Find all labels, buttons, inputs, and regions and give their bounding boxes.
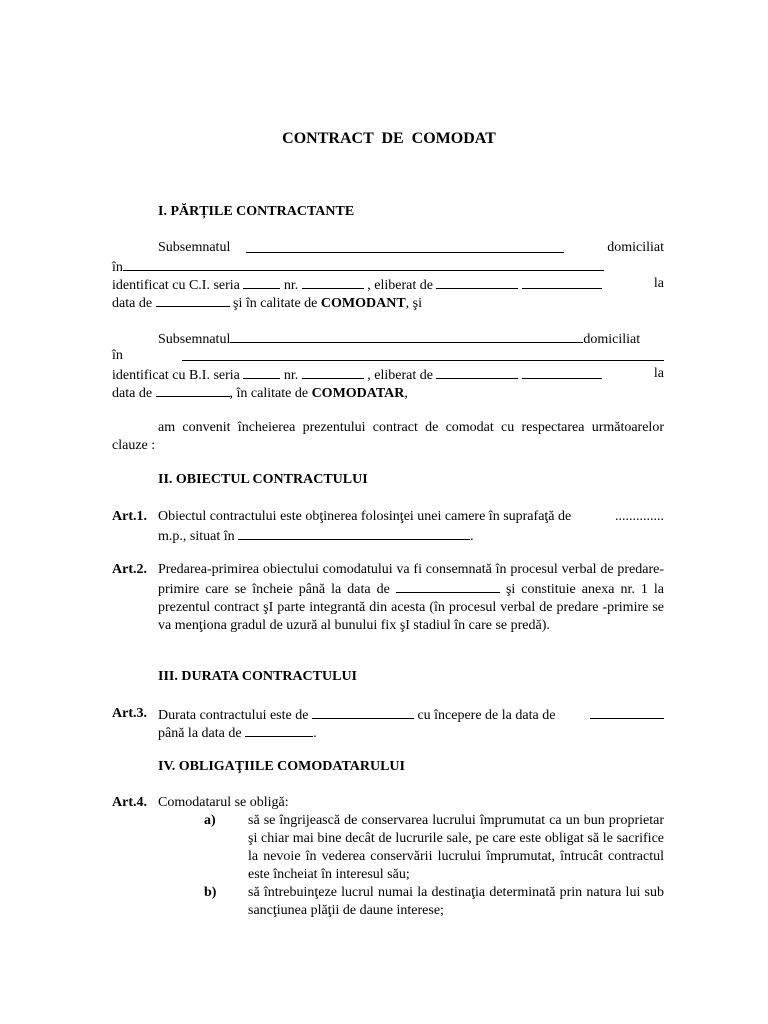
art3-end-date-blank xyxy=(245,723,313,737)
party1-line1 xyxy=(158,239,664,257)
party2-line4 xyxy=(112,383,408,403)
art1-dots: .............. xyxy=(615,509,664,524)
section-heading-parties: I. PĂRȚILE CONTRACTANTE xyxy=(158,204,355,219)
party1-serie-blank xyxy=(243,275,280,289)
art3-line1 xyxy=(158,705,664,725)
party1-domiciliat-label: domiciliat xyxy=(607,240,664,255)
party2-line3 xyxy=(112,365,664,385)
party1-end: , şi xyxy=(405,296,423,311)
art3-period: . xyxy=(313,726,317,741)
art1-line1 xyxy=(158,508,664,526)
art3-text-a: Durata contractului este de xyxy=(158,708,309,723)
party1-issuer-blank-1 xyxy=(436,275,518,289)
party2-address-blank xyxy=(182,347,664,361)
party1-eliberat-label: , eliberat de xyxy=(367,278,433,293)
party2-nr-blank xyxy=(302,365,364,379)
party2-domiciliat-label: domiciliat xyxy=(583,332,641,347)
party2-line2 xyxy=(112,347,664,365)
section-heading-object: II. OBIECTUL CONTRACTULUI xyxy=(158,472,368,487)
party1-calitate-label: şi în calitate de xyxy=(233,296,318,311)
party1-line3 xyxy=(112,275,664,295)
party2-issuer-blank-2 xyxy=(522,365,602,379)
art3-label: Art.3. xyxy=(112,706,147,721)
party2-date-blank xyxy=(156,383,230,397)
art3-text-c: până la data de xyxy=(158,726,242,741)
art1-line2 xyxy=(158,526,474,546)
agreement-paragraph: am convenit încheierea prezentului contract de comodat cu respectarea următoarelor clauze : xyxy=(112,420,664,453)
party1-la-label: la xyxy=(653,276,664,291)
party1-line4 xyxy=(112,293,422,313)
art1-text-line1: Obiectul contractului este obţinerea folosinţei unei camere în suprafaţă de xyxy=(158,509,572,524)
art3-line2 xyxy=(158,723,317,743)
art1-label: Art.1. xyxy=(112,509,147,524)
art1-location-blank xyxy=(238,526,470,540)
party2-calitate-label: , în calitate de xyxy=(229,386,309,401)
party2-name-blank xyxy=(230,329,583,343)
art2-text-a: Predarea-primirea obiectului comodatului va fi consemnată în procesul verbal de predare-primire care se încheie până la data de xyxy=(158,562,664,597)
party1-data-label: data de xyxy=(112,296,153,311)
party2-end: , xyxy=(404,386,408,401)
art4-item-b-label: b) xyxy=(204,885,217,900)
art2-date-blank xyxy=(396,579,500,593)
party2-serie-blank xyxy=(243,365,280,379)
art4-label: Art.4. xyxy=(112,795,147,810)
art3-duration-blank xyxy=(312,705,414,719)
art4-intro: Comodatarul se obligă: xyxy=(158,795,289,810)
party2-data-label: data de xyxy=(112,386,153,401)
party2-la-label: la xyxy=(653,366,664,381)
art4-item-b-text: să întrebuinţeze lucrul numai la destinaţia determinată prin natura lui sub sancţiunea plăţii de daune interese; xyxy=(248,885,664,918)
party2-issuer-blank-1 xyxy=(436,365,518,379)
party1-line2 xyxy=(112,257,604,277)
party2-eliberat-label: , eliberat de xyxy=(367,368,433,383)
party2-subsemnatul-label: Subsemnatul xyxy=(158,332,231,347)
art2-body xyxy=(158,561,664,635)
party1-subsemnatul-label: Subsemnatul xyxy=(158,240,231,255)
art4-item-a-text: să se îngrijească de conservarea lucrului împrumutat ca un bun proprietar şi chiar mai bine decât de lucrurile sale, pe care este obligat să le sacrifice la nevoie în vederea conservării lucrului împrumutat, întrucât contractul este încheiat în interesul său; xyxy=(248,813,664,882)
party2-in-label: în xyxy=(112,348,123,363)
party2-role: COMODATAR xyxy=(311,386,405,401)
party2-identificat-label: identificat cu B.I. seria xyxy=(112,368,240,383)
document-title: CONTRACT DE COMODAT xyxy=(282,130,496,147)
art2-label: Art.2. xyxy=(112,562,147,577)
party2-line1 xyxy=(158,329,664,349)
art1-period: . xyxy=(470,529,474,544)
art1-text-line2: m.p., situat în xyxy=(158,529,235,544)
art3-start-date-blank xyxy=(590,705,664,719)
party1-role: COMODANT xyxy=(320,296,406,311)
section-heading-duration: III. DURATA CONTRACTULUI xyxy=(158,669,358,684)
section-heading-obligations: IV. OBLIGAŢIILE COMODATARULUI xyxy=(158,759,405,774)
party1-date-blank xyxy=(156,293,230,307)
party1-address-blank xyxy=(123,257,604,271)
party1-in-label: în xyxy=(112,260,123,275)
party1-nr-label: nr. xyxy=(283,278,299,293)
party1-issuer-blank-2 xyxy=(522,275,602,289)
party2-nr-label: nr. xyxy=(283,368,299,383)
art4-item-a-label: a) xyxy=(204,813,216,828)
party1-identificat-label: identificat cu C.I. seria xyxy=(112,278,240,293)
art3-text-b: cu începere de la data de xyxy=(417,708,556,723)
art2-text-b: şi constituie anexa nr. 1 la prezentul contract şI parte integrantă din acesta (în procesul verbal de predare -primire se va menţiona gradul de uzură al bunului fix şI stadiul în care se predă). xyxy=(158,582,664,633)
party1-nr-blank xyxy=(302,275,364,289)
party1-name-blank xyxy=(246,239,564,253)
